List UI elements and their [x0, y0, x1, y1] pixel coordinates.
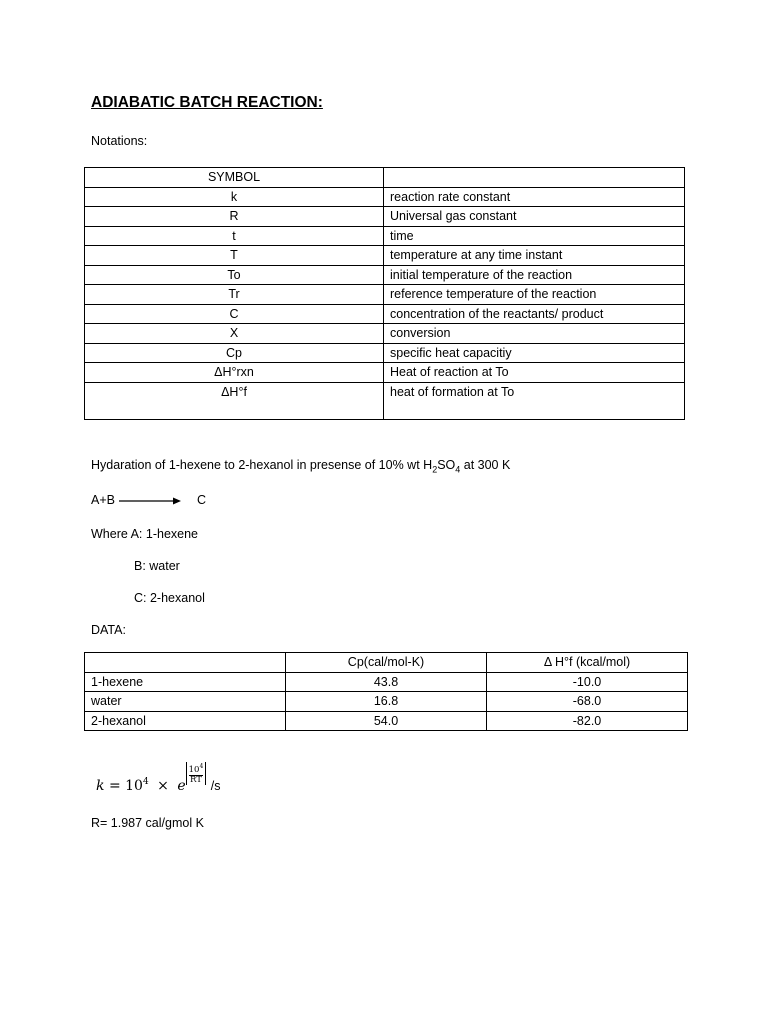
reaction-left: A+B [91, 493, 115, 507]
table-row [85, 324, 685, 344]
formula-unit: /s [210, 778, 221, 793]
symbol-cell: ΔH°f [85, 382, 384, 419]
header-cell: SYMBOL [85, 168, 384, 188]
frac-num-exp: 4 [199, 763, 204, 770]
header-cell [85, 653, 286, 673]
value-cell: -68.0 [487, 692, 688, 712]
table-row [85, 207, 685, 227]
table-row [85, 246, 685, 266]
reaction-right: C [197, 493, 207, 507]
statement-text: at 300 K [460, 458, 511, 472]
symbol-cell: X [85, 324, 384, 344]
header-cell [384, 168, 685, 188]
description-cell: temperature at any time instant [384, 246, 685, 266]
symbol-cell: k [85, 187, 384, 207]
table-row [85, 382, 685, 419]
where-c: C: 2-hexanol [134, 591, 205, 605]
table-row [85, 672, 688, 692]
value-cell: 43.8 [286, 672, 487, 692]
table-row [85, 187, 685, 207]
where-a: Where A: 1-hexene [91, 527, 199, 541]
notations-label: Notations: [91, 134, 148, 148]
symbol-cell: ΔH°rxn [85, 363, 384, 383]
table-row [85, 711, 688, 731]
symbol-cell: R [85, 207, 384, 227]
value-cell: -10.0 [487, 672, 688, 692]
table-row [85, 226, 685, 246]
table-header-row [85, 168, 685, 188]
description-cell: reaction rate constant [384, 187, 685, 207]
header-cell: Cp(cal/mol-K) [286, 653, 487, 673]
table-row [85, 304, 685, 324]
symbol-cell: Tr [85, 285, 384, 305]
table-row [85, 265, 685, 285]
description-cell: concentration of the reactants/ product [384, 304, 685, 324]
frac-num: 10 [188, 764, 200, 775]
table-row [85, 692, 688, 712]
subscript: 4 [455, 464, 461, 475]
description-cell: Universal gas constant [384, 207, 685, 227]
reaction-arrow-icon [119, 497, 181, 505]
formula-eq: = 10 [108, 777, 143, 794]
table-row [85, 343, 685, 363]
gas-constant: R= 1.987 cal/gmol K [91, 816, 204, 830]
rate-constant-formula [96, 762, 220, 794]
formula-exponent [186, 762, 207, 785]
statement-text: SO [437, 458, 456, 472]
description-cell: initial temperature of the reaction [384, 265, 685, 285]
table-row [85, 285, 685, 305]
formula-times: × [157, 777, 169, 794]
page-title: ADIABATIC BATCH REACTION: [91, 94, 323, 111]
symbol-cell: T [85, 246, 384, 266]
table-header-row [85, 653, 688, 673]
problem-statement [91, 458, 510, 475]
frac-den: RT [189, 774, 202, 785]
symbol-cell: To [85, 265, 384, 285]
value-cell: 54.0 [286, 711, 487, 731]
description-cell: time [384, 226, 685, 246]
formula-e: e [177, 777, 186, 794]
compound-cell: 2-hexanol [85, 711, 286, 731]
description-cell: Heat of reaction at To [384, 363, 685, 383]
symbol-cell: Cp [85, 343, 384, 363]
statement-text: Hydaration of 1-hexene to 2-hexanol in presense of 10% wt H [91, 458, 433, 472]
description-cell: heat of formation at To [384, 382, 685, 419]
symbol-cell: C [85, 304, 384, 324]
data-table [84, 652, 688, 731]
description-cell: reference temperature of the reaction [384, 285, 685, 305]
description-cell: specific heat capacitiy [384, 343, 685, 363]
value-cell: 16.8 [286, 692, 487, 712]
data-label: DATA: [91, 623, 126, 637]
symbol-cell: t [85, 226, 384, 246]
table-row [85, 363, 685, 383]
description-cell: conversion [384, 324, 685, 344]
header-cell: Δ H°f (kcal/mol) [487, 653, 688, 673]
value-cell: -82.0 [487, 711, 688, 731]
notations-table [84, 167, 685, 420]
subscript: 2 [432, 464, 438, 475]
formula-exp: 4 [142, 776, 149, 787]
where-b: B: water [134, 559, 180, 573]
compound-cell: water [85, 692, 286, 712]
compound-cell: 1-hexene [85, 672, 286, 692]
formula-k: k [96, 777, 105, 794]
